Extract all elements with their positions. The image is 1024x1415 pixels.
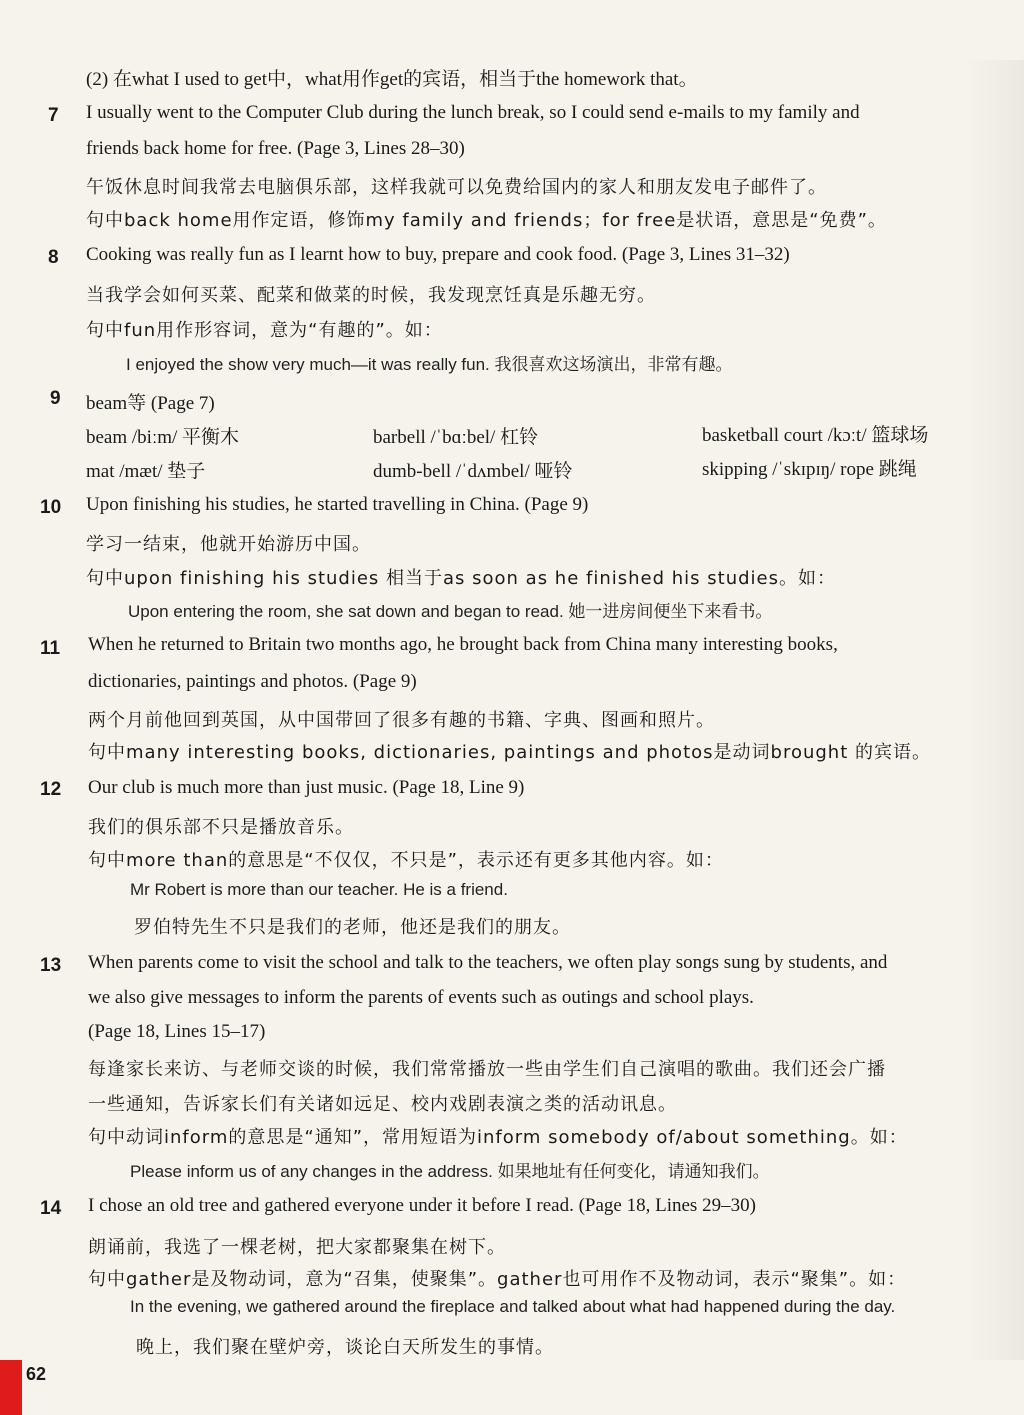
intro-note: (2) 在what I used to get中，what用作get的宾语，相当于the homework that。 <box>86 69 698 90</box>
item-12-sentence: Our club is much more than just music. (Page 18, Line 9) <box>88 777 525 798</box>
item-11-translation: 两个月前他回到英国，从中国带回了很多有趣的书籍、字典、图画和照片。 <box>88 710 715 731</box>
item-13-sentence-1: When parents come to visit the school and talk to the teachers, we often play songs sung by students, and <box>88 952 888 973</box>
item-12-translation: 我们的俱乐部不只是播放音乐。 <box>88 817 354 838</box>
item-12-example-zh: 罗伯特先生不只是我们的老师，他还是我们的朋友。 <box>134 917 571 938</box>
item-11-note: 句中many interesting books, dictionaries, paintings and photos是动词brought 的宾语。 <box>88 742 931 763</box>
item-8-translation: 当我学会如何买菜、配菜和做菜的时候，我发现烹饪真是乐趣无穷。 <box>86 285 656 306</box>
vocab-basketball-court: basketball court /kɔːt/ 篮球场 <box>702 425 929 446</box>
page-number: 62 <box>26 1364 47 1384</box>
item-13-note: 句中动词inform的意思是“通知”，常用短语为inform somebody of/about something。如： <box>88 1127 908 1148</box>
item-13-example: Please inform us of any changes in the address. 如果地址有任何变化，请通知我们。 <box>130 1162 770 1181</box>
item-number-14: 14 <box>40 1198 62 1219</box>
bleed-through-shadow <box>964 60 1024 1360</box>
item-13-translation-2: 一些通知，告诉家长们有关诸如远足、校内戏剧表演之类的活动讯息。 <box>88 1094 677 1115</box>
item-14-note: 句中gather是及物动词，意为“召集，使聚集”。gather也可用作不及物动词，表示“聚集”。如： <box>88 1269 907 1290</box>
item-7-translation: 午饭休息时间我常去电脑俱乐部，这样我就可以免费给国内的家人和朋友发电子邮件了。 <box>86 177 827 198</box>
item-7-sentence-1: I usually went to the Computer Club during the lunch break, so I could send e-mails to my family and <box>86 102 860 123</box>
vocab-skipping-rope: skipping /ˈskɪpɪŋ/ rope 跳绳 <box>702 459 917 480</box>
item-number-10: 10 <box>40 497 62 518</box>
item-7-sentence-2: friends back home for free. (Page 3, Lines 28–30) <box>86 138 465 159</box>
page-tab-marker <box>0 1360 22 1415</box>
item-11-sentence-2: dictionaries, paintings and photos. (Page 9) <box>88 671 417 692</box>
item-14-example-en: In the evening, we gathered around the fireplace and talked about what had happened during the day. <box>130 1297 896 1316</box>
vocab-barbell: barbell /ˈbɑːbel/ 杠铃 <box>373 427 539 448</box>
item-number-8: 8 <box>48 247 59 268</box>
vocab-dumb-bell: dumb-bell /ˈdʌmbel/ 哑铃 <box>373 461 573 482</box>
item-number-9: 9 <box>50 388 61 409</box>
item-10-sentence: Upon finishing his studies, he started travelling in China. (Page 9) <box>86 494 589 515</box>
item-13-translation-1: 每逢家长来访、与老师交谈的时候，我们常常播放一些由学生们自己演唱的歌曲。我们还会广播 <box>88 1059 886 1080</box>
item-7-note: 句中back home用作定语，修饰my family and friends；for free是状语，意思是“免费”。 <box>86 210 887 231</box>
item-number-7: 7 <box>48 105 59 126</box>
item-12-example-en: Mr Robert is more than our teacher. He is a friend. <box>130 880 508 899</box>
item-14-translation: 朗诵前，我选了一棵老树，把大家都聚集在树下。 <box>88 1237 506 1258</box>
item-number-13: 13 <box>40 955 62 976</box>
vocab-beam: beam /biːm/ 平衡木 <box>86 427 240 448</box>
vocab-mat: mat /mæt/ 垫子 <box>86 461 206 482</box>
item-13-page-ref: (Page 18, Lines 15–17) <box>88 1021 266 1042</box>
item-8-sentence: Cooking was really fun as I learnt how to buy, prepare and cook food. (Page 3, Lines 31–32) <box>86 244 790 265</box>
item-number-11: 11 <box>40 638 61 659</box>
item-8-note: 句中fun用作形容词，意为“有趣的”。如： <box>86 320 443 341</box>
item-8-example: I enjoyed the show very much—it was really fun. 我很喜欢这场演出，非常有趣。 <box>126 355 733 374</box>
item-10-translation: 学习一结束，他就开始游历中国。 <box>86 534 371 555</box>
item-13-sentence-2: we also give messages to inform the parents of events such as outings and school plays. <box>88 987 754 1008</box>
item-11-sentence-1: When he returned to Britain two months ago, he brought back from China many interesting books, <box>88 634 838 655</box>
item-14-sentence: I chose an old tree and gathered everyone under it before I read. (Page 18, Lines 29–30) <box>88 1195 756 1216</box>
item-14-example-zh: 晚上，我们聚在壁炉旁，谈论白天所发生的事情。 <box>136 1337 554 1358</box>
item-number-12: 12 <box>40 779 62 800</box>
item-10-note: 句中upon finishing his studies 相当于as soon as he finished his studies。如： <box>86 568 837 589</box>
item-9-heading: beam等 (Page 7) <box>86 393 215 414</box>
item-10-example: Upon entering the room, she sat down and began to read. 她一进房间便坐下来看书。 <box>128 602 773 621</box>
item-12-note: 句中more than的意思是“不仅仅，不只是”，表示还有更多其他内容。如： <box>88 850 724 871</box>
